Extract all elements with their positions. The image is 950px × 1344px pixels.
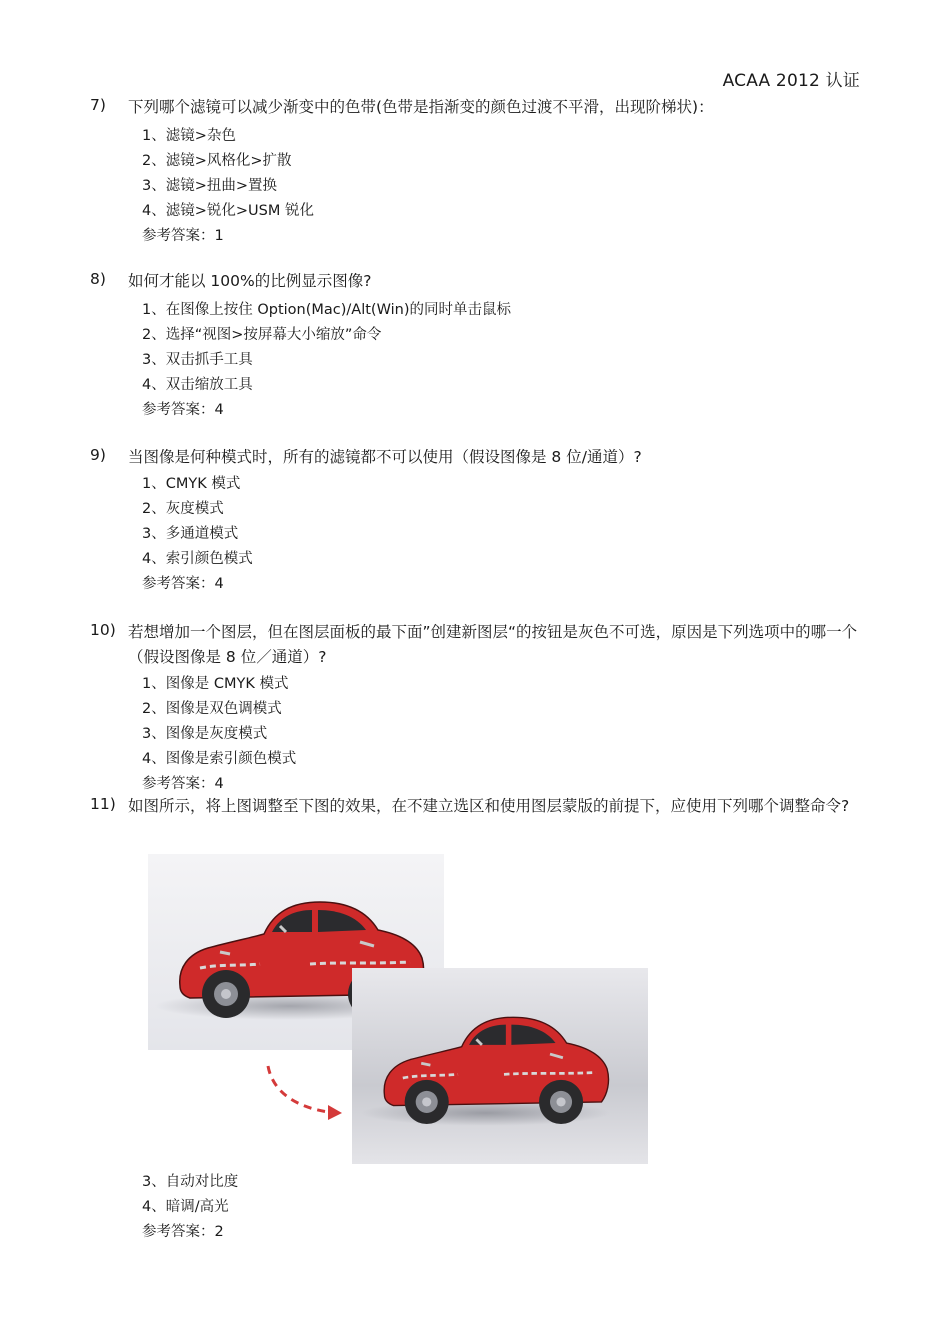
option-1: 1、在图像上按住 Option(Mac)/Alt(Win)的同时单击鼠标 (142, 302, 511, 318)
question-text: 当图像是何种模式时，所有的滤镜都不可以使用（假设图像是 8 位/通道）? (128, 448, 642, 466)
question-number: 7) (90, 96, 106, 114)
question-text: 如图所示，将上图调整至下图的效果，在不建立选区和使用图层蒙版的前提下，应使用下列哪个调整命令? (128, 797, 850, 815)
option-2: 2、灰度模式 (142, 501, 224, 517)
option-4: 4、双击缩放工具 (142, 377, 253, 393)
option-2: 2、选择“视图>按屏幕大小缩放”命令 (142, 327, 382, 343)
comparison-figure (140, 848, 660, 1168)
option-2: 2、图像是双色调模式 (142, 701, 282, 717)
question-text: 下列哪个滤镜可以减少渐变中的色带(色带是指渐变的颜色过渡不平滑，出现阶梯状)： (128, 98, 714, 116)
arrowhead-icon (328, 1105, 342, 1120)
answer: 参考答案：4 (142, 402, 224, 418)
option-3: 3、图像是灰度模式 (142, 726, 268, 742)
question-number: 8) (90, 270, 106, 288)
option-2: 2、滤镜>风格化>扩散 (142, 153, 292, 169)
option-4: 4、图像是索引颜色模式 (142, 751, 297, 767)
question-number: 10) (90, 621, 116, 639)
option-3: 3、自动对比度 (142, 1174, 239, 1190)
after-photo (352, 968, 648, 1164)
question-number: 11) (90, 795, 116, 813)
option-3: 3、多通道模式 (142, 526, 239, 542)
dashed-arrow-icon (268, 1066, 328, 1112)
option-3: 3、双击抓手工具 (142, 352, 253, 368)
option-1: 1、图像是 CMYK 模式 (142, 676, 289, 692)
option-4: 4、暗调/高光 (142, 1199, 229, 1215)
answer: 参考答案：4 (142, 776, 224, 792)
option-4: 4、索引颜色模式 (142, 551, 253, 567)
question-number: 9) (90, 446, 106, 464)
car-photos-svg (140, 848, 660, 1168)
question-text: 如何才能以 100%的比例显示图像? (128, 272, 372, 290)
page-header-title: ACAA 2012 认证 (722, 71, 860, 91)
option-1: 1、CMYK 模式 (142, 476, 241, 492)
option-3: 3、滤镜>扭曲>置换 (142, 178, 278, 194)
question-text: 若想增加一个图层，但在图层面板的最下面”创建新图层“的按钮是灰色不可选，原因是下列选项中的哪一个（假设图像是 8 位／通道）? (128, 623, 858, 666)
answer: 参考答案：1 (142, 228, 224, 244)
answer: 参考答案：4 (142, 576, 224, 592)
option-4: 4、滤镜>锐化>USM 锐化 (142, 203, 314, 219)
option-1: 1、滤镜>杂色 (142, 128, 236, 144)
answer: 参考答案：2 (142, 1224, 224, 1240)
